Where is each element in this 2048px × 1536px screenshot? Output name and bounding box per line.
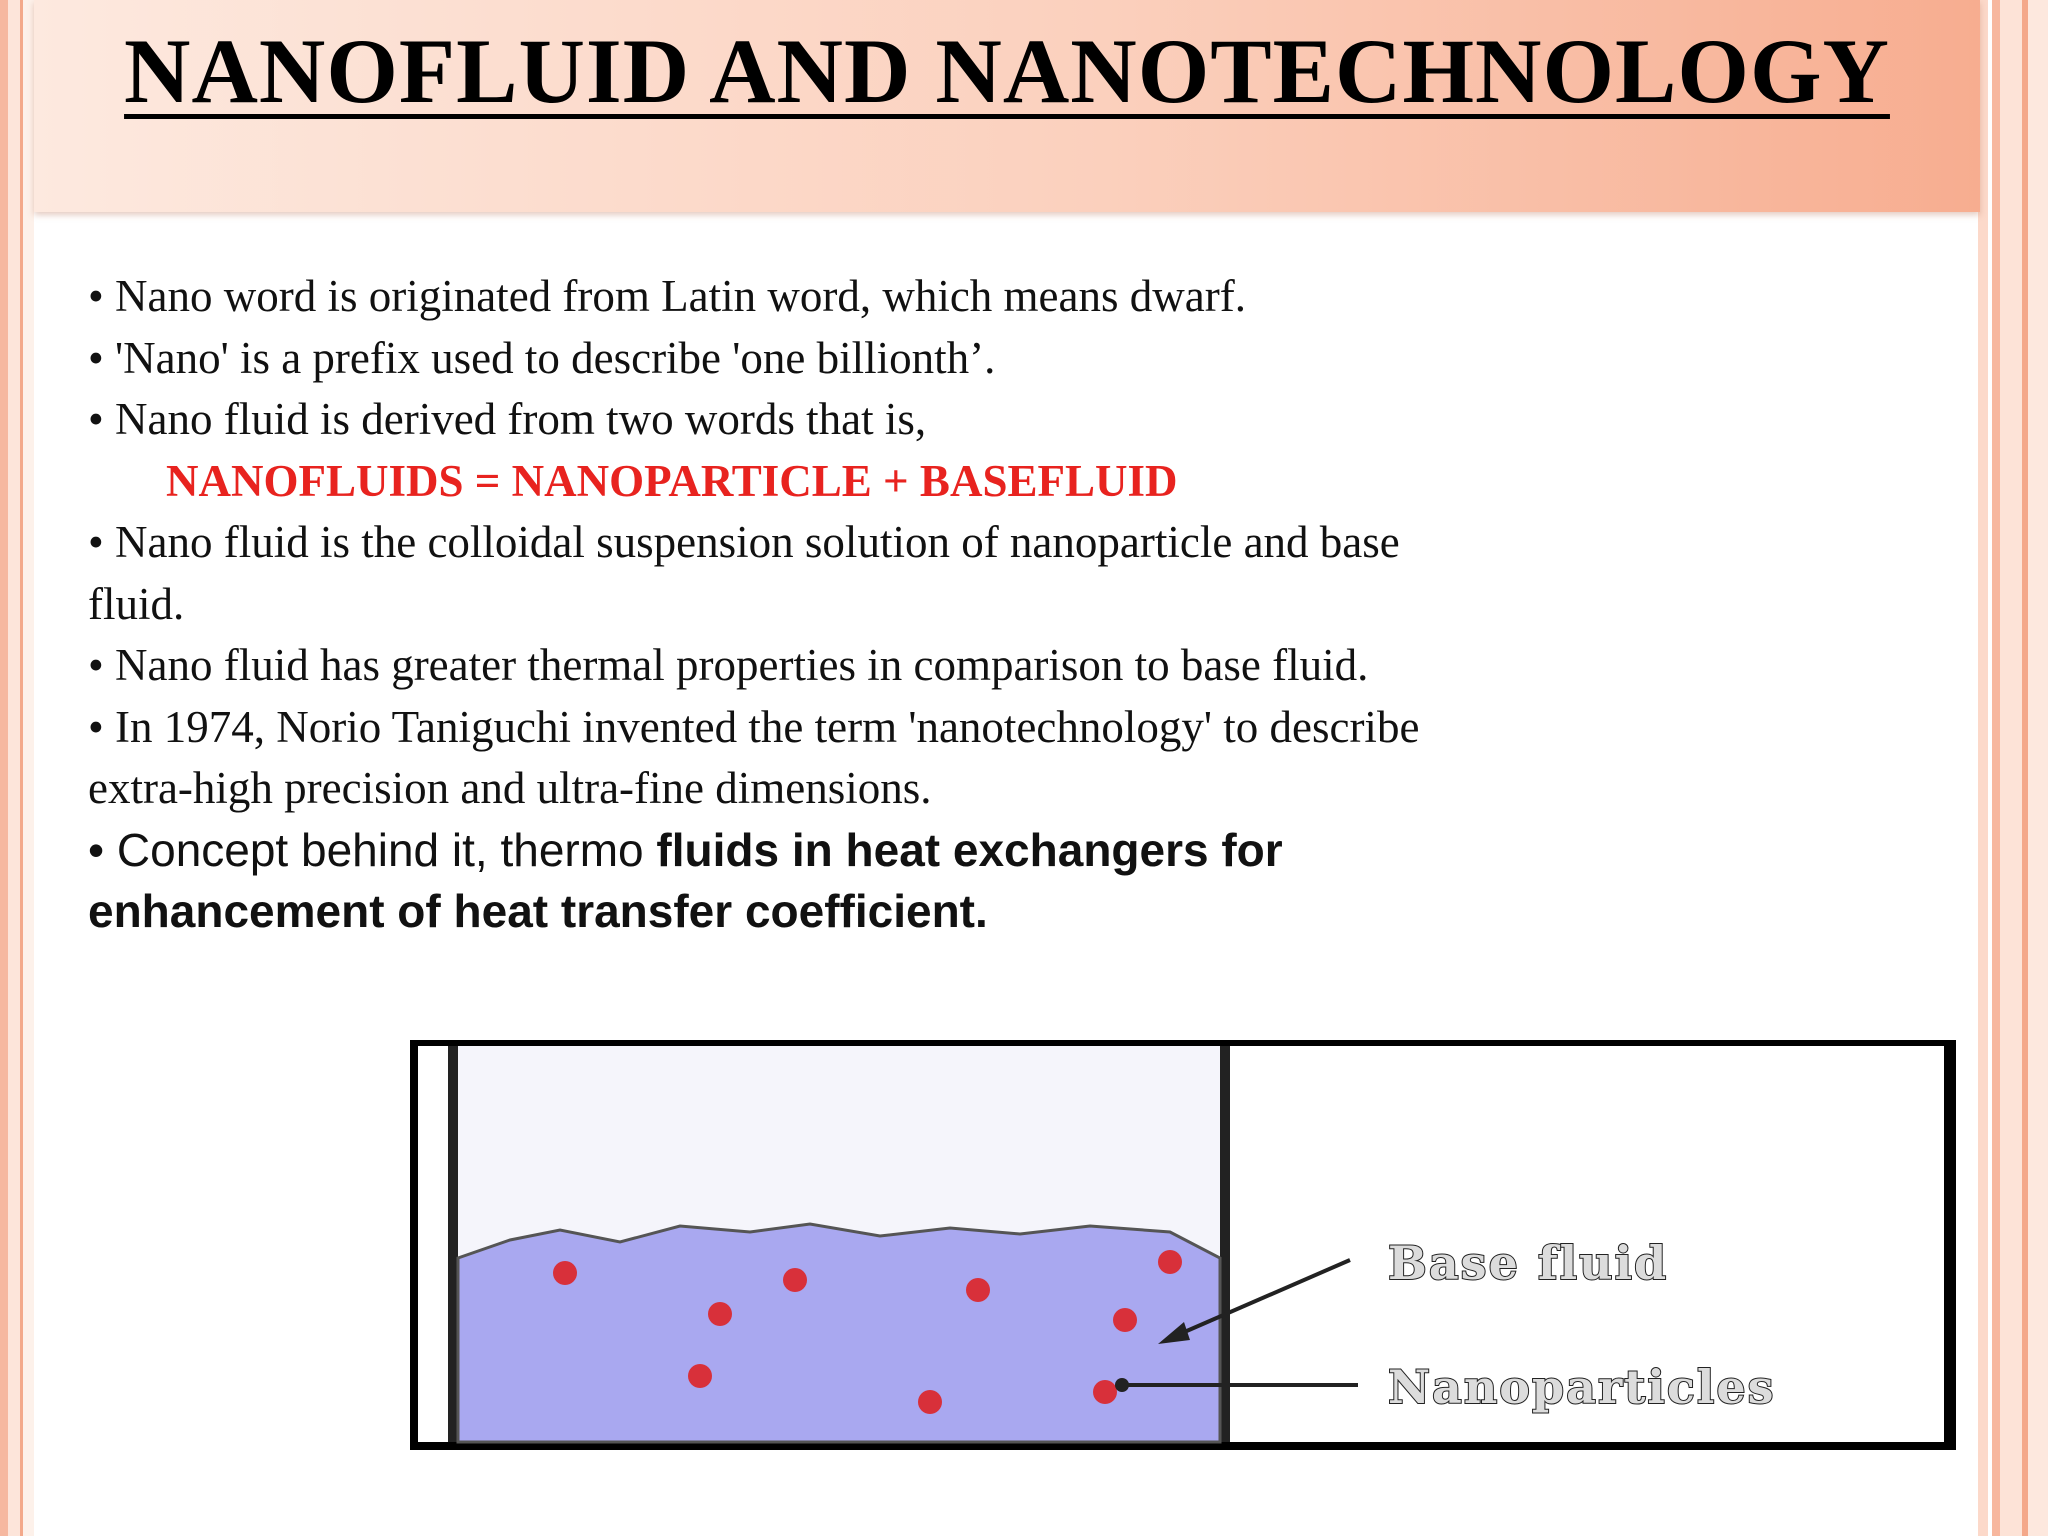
nanoparticle [918, 1390, 942, 1414]
nanoparticles-pointer-dot [1115, 1378, 1129, 1392]
bullet-colloidal: • Nano fluid is the colloidal suspension solution of nanoparticle and base fluid. [88, 517, 1400, 629]
bullet-concept-plain: • Concept behind it, thermo [88, 823, 657, 876]
nanofluid-diagram [410, 1040, 1956, 1450]
nanoparticle [708, 1302, 732, 1326]
base-fluid-area [458, 1224, 1220, 1442]
nanoparticle [1093, 1380, 1117, 1404]
slide-title: NANOFLUID AND NANOTECHNOLOGY [124, 20, 1890, 122]
nanoparticle [553, 1261, 577, 1285]
nanoparticle [966, 1278, 990, 1302]
bullet-thermal: • Nano fluid has greater thermal properties in comparison to base fluid. [88, 640, 1369, 690]
bullet-prefix: • 'Nano' is a prefix used to describe 'one billionth’. [88, 332, 996, 383]
bullet-concept [88, 820, 1428, 943]
nanoparticle [1158, 1250, 1182, 1274]
title-bar [34, 0, 1980, 212]
bullet-concept-bold: fluids in heat exchangers for enhancement of heat transfer coefficient. [88, 823, 1283, 937]
bullet-derivation: • Nano fluid is derived from two words that is, [88, 394, 927, 444]
slide-right-border [1978, 0, 2048, 1536]
nanoparticle [688, 1364, 712, 1388]
nanoparticles-label: Nanoparticles [1388, 1360, 1776, 1414]
bullet-latin-origin: • Nano word is originated from Latin word, which means dwarf. [88, 271, 1246, 321]
base-fluid-label: Base fluid [1388, 1236, 1669, 1290]
nanofluid-formula: NANOFLUIDS = NANOPARTICLE + BASEFLUID [166, 455, 1178, 506]
bullet-taniguchi: • In 1974, Norio Taniguchi invented the term 'nanotechnology' to describe extra-high precision and ultra-fine dimensions. [88, 701, 1420, 813]
nanoparticle [1113, 1308, 1137, 1332]
slide-left-border [0, 0, 34, 1536]
nanoparticle [783, 1268, 807, 1292]
bullet-list [88, 266, 1428, 943]
